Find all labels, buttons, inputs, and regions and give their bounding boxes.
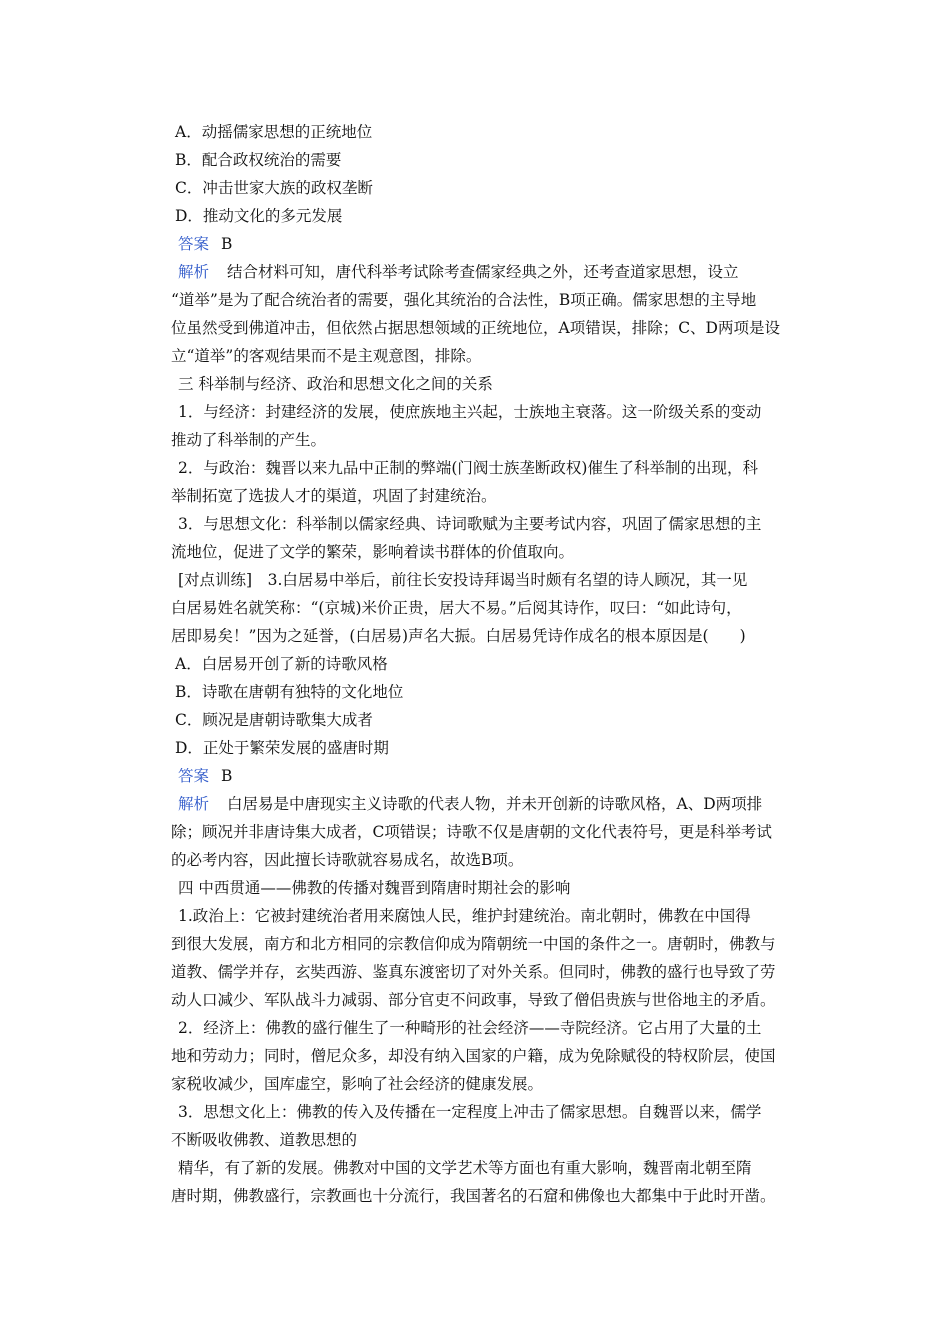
q2-analysis-line-2: “道举”是为了配合统治者的需要，强化其统治的合法性，B项正确。儒家思想的主导地 — [171, 291, 757, 309]
section-3-p3-line-1: 3．与思想文化：科举制以儒家经典、诗词歌赋为主要考试内容，巩固了儒家思想的主 — [178, 515, 762, 533]
section-4-p4-line-1: 精华，有了新的发展。佛教对中国的文学艺术等方面也有重大影响，魏晋南北朝至隋 — [178, 1159, 752, 1177]
section-3-p1-line-2: 推动了科举制的产生。 — [171, 431, 327, 449]
q2-option-d: D．推动文化的多元发展 — [175, 207, 343, 225]
q2-option-a: A．动摇儒家思想的正统地位 — [175, 123, 373, 141]
q3-option-d: D．正处于繁荣发展的盛唐时期 — [175, 739, 389, 757]
section-4-p1-line-3: 道教、儒学并存，玄奘西游、鉴真东渡密切了对外关系。但同时，佛教的盛行也导致了劳 — [171, 963, 776, 981]
answer-label: 答案 — [178, 767, 210, 785]
answer-value: B — [221, 767, 233, 785]
section-3-p2-line-1: 2．与政治：魏晋以来九品中正制的弊端(门阀士族垄断政权)催生了科举制的出现，科 — [178, 459, 758, 477]
q3-option-b: B．诗歌在唐朝有独特的文化地位 — [175, 683, 404, 701]
q3-option-c: C．顾况是唐朝诗歌集大成者 — [175, 711, 373, 729]
section-4-p2-line-2: 地和劳动力；同时，僧尼众多，却没有纳入国家的户籍，成为免除赋役的特权阶层，使国 — [171, 1047, 776, 1065]
q2-answer — [173, 230, 807, 258]
q2-analysis-line-4: 立“道举”的客观结果而不是主观意图，排除。 — [171, 347, 482, 365]
answer-value: B — [221, 235, 233, 253]
q2-option-c: C．冲击世家大族的政权垄断 — [175, 179, 373, 197]
q2-analysis-line-1 — [173, 258, 807, 286]
q3-stem-line-1: [对点训练] 3.白居易中举后，前往长安投诗拜谒当时颇有名望的诗人顾况，其一见 — [178, 571, 748, 589]
q3-stem-line-2: 白居易姓名就笑称：“(京城)米价正贵，居大不易。”后阅其诗作，叹曰：“如此诗句， — [171, 599, 742, 617]
section-4-p1-line-4: 动人口减少、军队战斗力减弱、部分官吏不问政事，导致了僧侣贵族与世俗地主的矛盾。 — [171, 991, 776, 1009]
section-4-p3-line-2: 不断吸收佛教、道教思想的 — [171, 1131, 358, 1149]
analysis-label: 解析 — [178, 795, 210, 813]
q3-option-a: A．白居易开创了新的诗歌风格 — [175, 655, 388, 673]
section-3-heading: 三 科举制与经济、政治和思想文化之间的关系 — [178, 375, 493, 393]
document-page — [173, 118, 807, 1210]
section-3-p1-line-1: 1．与经济：封建经济的发展，使庶族地主兴起，士族地主衰落。这一阶级关系的变动 — [178, 403, 762, 421]
section-4-p2-line-3: 家税收减少，国库虚空，影响了社会经济的健康发展。 — [171, 1075, 544, 1093]
section-4-p2-line-1: 2．经济上：佛教的盛行催生了一种畸形的社会经济——寺院经济。它占用了大量的土 — [178, 1019, 762, 1037]
q3-answer — [173, 762, 807, 790]
section-4-p1-line-2: 到很大发展，南方和北方相同的宗教信仰成为隋朝统一中国的条件之一。唐朝时，佛教与 — [171, 935, 776, 953]
answer-label: 答案 — [178, 235, 210, 253]
q3-analysis-line-3: 的必考内容，因此擅长诗歌就容易成名，故选B项。 — [171, 851, 524, 869]
q3-analysis-line-1 — [173, 790, 807, 818]
section-4-p3-line-1: 3．思想文化上：佛教的传入及传播在一定程度上冲击了儒家思想。自魏晋以来，儒学 — [178, 1103, 762, 1121]
section-3-p2-line-2: 举制拓宽了选拔人才的渠道，巩固了封建统治。 — [171, 487, 497, 505]
q2-analysis-line-3: 位虽然受到佛道冲击，但依然占据思想领域的正统地位，A项错误，排除；C、D两项是设 — [171, 319, 780, 337]
q2-option-b: B．配合政权统治的需要 — [175, 151, 342, 169]
analysis-text: 白居易是中唐现实主义诗歌的代表人物，并未开创新的诗歌风格，A、D两项排 — [227, 795, 763, 813]
analysis-text: 结合材料可知，唐代科举考试除考查儒家经典之外，还考查道家思想，设立 — [227, 263, 739, 281]
q3-analysis-line-2: 除；顾况并非唐诗集大成者，C项错误；诗歌不仅是唐朝的文化代表符号，更是科举考试 — [171, 823, 772, 841]
analysis-label: 解析 — [178, 263, 210, 281]
section-4-p4-line-2: 唐时期，佛教盛行，宗教画也十分流行，我国著名的石窟和佛像也大都集中于此时开凿。 — [171, 1187, 776, 1205]
section-4-p1-line-1: 1.政治上：它被封建统治者用来腐蚀人民，维护封建统治。南北朝时，佛教在中国得 — [178, 907, 751, 925]
q3-stem-line-3: 居即易矣！”因为之延誉，(白居易)声名大振。白居易凭诗作成名的根本原因是( ) — [171, 627, 746, 645]
section-3-p3-line-2: 流地位，促进了文学的繁荣，影响着读书群体的价值取向。 — [171, 543, 575, 561]
section-4-heading: 四 中西贯通——佛教的传播对魏晋到隋唐时期社会的影响 — [178, 879, 571, 897]
